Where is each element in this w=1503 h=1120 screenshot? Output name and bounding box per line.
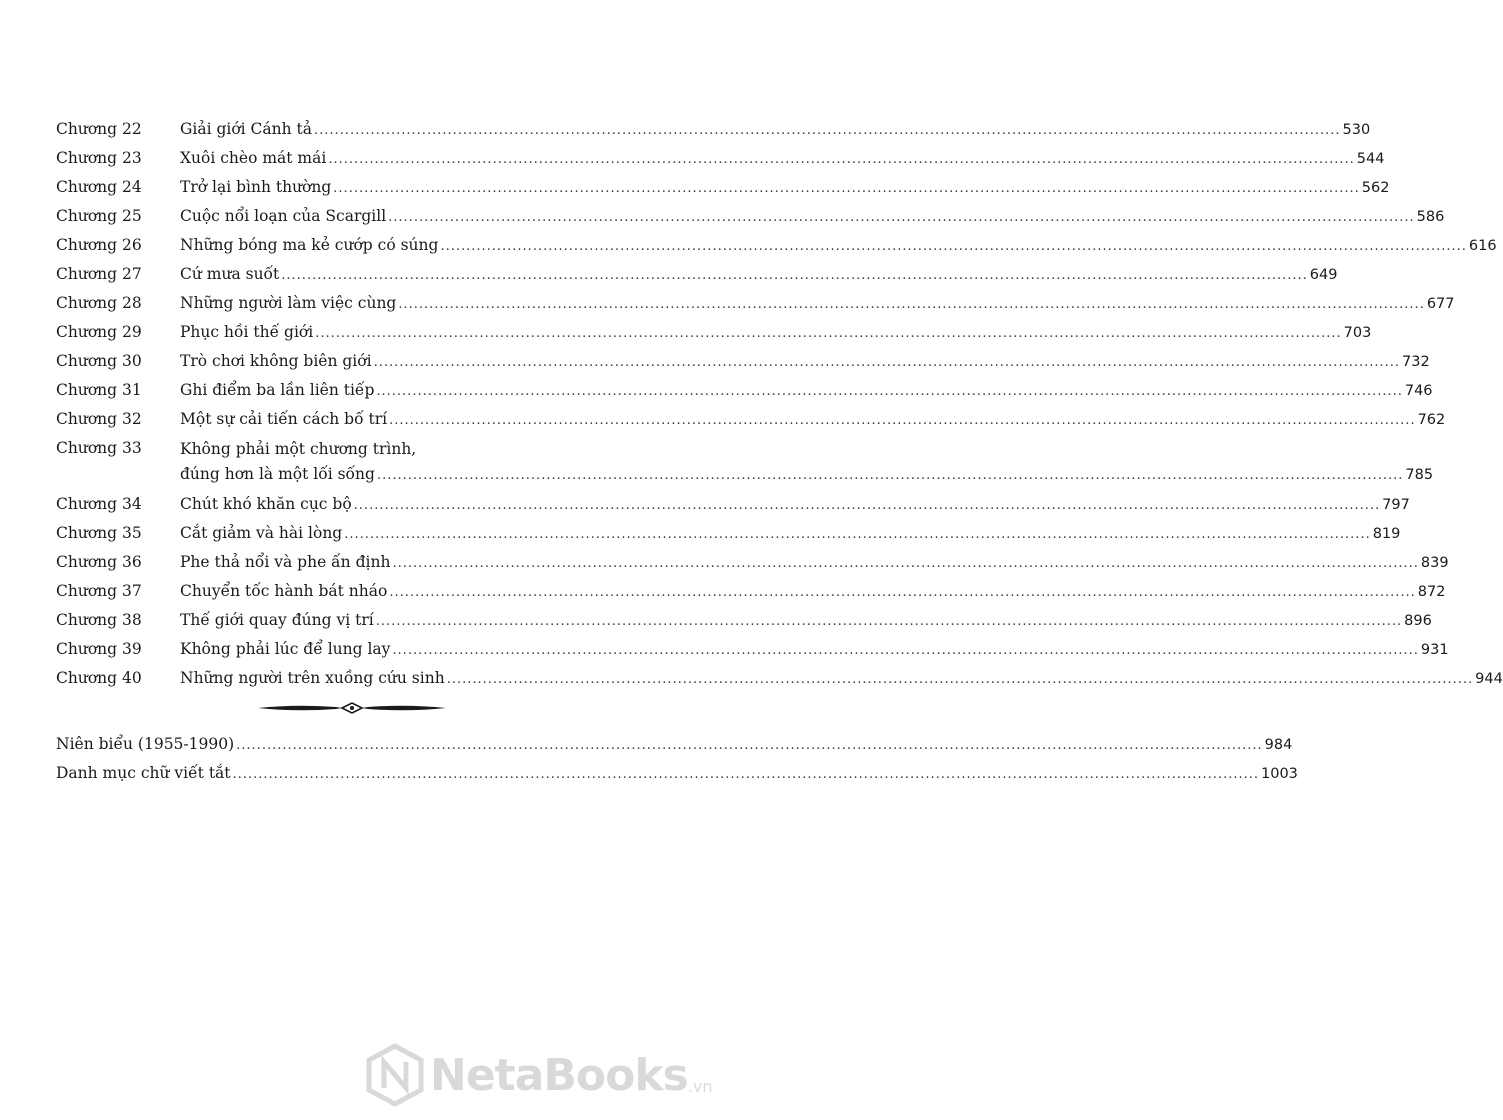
dot-leader	[315, 319, 1341, 348]
chapter-label: Chương 23	[56, 149, 142, 167]
dot-leader	[440, 232, 1466, 261]
toc-row	[56, 318, 1372, 347]
chapter-title-line1: Không phải một chương trình,	[180, 440, 417, 458]
toc-row	[56, 376, 1433, 405]
dot-leader	[389, 406, 1415, 435]
page-number: 872	[1417, 584, 1446, 600]
page-number: 544	[1356, 151, 1385, 167]
chapter-label: Chương 24	[56, 178, 142, 196]
chapter-title: Giải giới Cánh tả	[180, 120, 313, 138]
chapter-title: đúng hơn là một lối sống	[180, 465, 375, 483]
appendix-list	[56, 730, 1298, 788]
chapter-title: Cứ mưa suốt	[180, 265, 280, 283]
page-number: 984	[1264, 737, 1293, 753]
chapter-title: Một sự cải tiến cách bố trí	[180, 410, 388, 428]
chapter-label: Chương 22	[56, 120, 142, 138]
toc-row	[56, 231, 1497, 260]
toc-row	[56, 548, 1449, 577]
chapter-title: Trò chơi không biên giới	[180, 352, 372, 370]
dot-leader	[398, 290, 1424, 319]
toc-row	[56, 347, 1430, 376]
dot-leader	[376, 607, 1402, 636]
page-number: 562	[1361, 180, 1390, 196]
page-number: 677	[1426, 296, 1455, 312]
toc-row	[56, 289, 1455, 318]
page-number: 797	[1382, 497, 1410, 513]
page-number: 616	[1468, 238, 1497, 254]
page-number: 732	[1402, 354, 1430, 370]
chapter-title: Phe thả nổi và phe ấn định	[180, 553, 391, 571]
chapter-label: Chương 36	[56, 553, 142, 571]
chapter-label: Chương 31	[56, 381, 142, 399]
dot-leader	[392, 636, 1418, 665]
chapter-label: Chương 30	[56, 352, 142, 370]
toc-row	[56, 173, 1390, 202]
page-number: 649	[1309, 267, 1338, 283]
watermark-brand: NetaBooks	[430, 1049, 688, 1101]
chapter-title: Những người trên xuồng cứu sinh	[180, 669, 445, 687]
chapter-title: Ghi điểm ba lần liên tiếp	[180, 381, 375, 399]
toc-row	[56, 664, 1503, 693]
chapter-title: Trở lại bình thường	[180, 178, 332, 196]
page-number: 819	[1372, 526, 1401, 542]
page-number: 762	[1417, 412, 1446, 428]
chapter-title: Xuôi chèo mát mái	[180, 149, 327, 167]
page-number: 530	[1342, 122, 1371, 138]
netabooks-logo-icon	[366, 1044, 424, 1106]
dot-leader	[388, 203, 1414, 232]
chapter-title: Cắt giảm và hài lòng	[180, 524, 343, 542]
dot-leader	[236, 731, 1262, 760]
toc-row	[56, 115, 1371, 144]
chapter-label: Chương 28	[56, 294, 142, 312]
page-number: 896	[1404, 613, 1432, 629]
page-number: 1003	[1261, 766, 1298, 782]
chapter-title: Những người làm việc cùng	[180, 294, 397, 312]
dot-leader	[374, 348, 1400, 377]
page-number: 746	[1404, 383, 1433, 399]
dot-leader	[447, 665, 1473, 694]
toc-row	[56, 490, 1410, 519]
chapter-label: Chương 39	[56, 640, 142, 658]
chapter-title: Chuyển tốc hành bát nháo	[180, 582, 388, 600]
dot-leader	[233, 760, 1259, 789]
toc-row	[56, 434, 1434, 490]
chapter-label: Chương 27	[56, 265, 142, 283]
chapter-label: Chương 37	[56, 582, 142, 600]
dot-leader	[376, 377, 1402, 406]
chapter-title: Thế giới quay đúng vị trí	[180, 611, 374, 629]
watermark-suffix: .vn	[687, 1077, 713, 1096]
chapter-title: Phục hồi thế giới	[180, 323, 314, 341]
chapter-label: Chương 34	[56, 495, 142, 513]
toc-row	[56, 202, 1445, 231]
dot-leader	[377, 461, 1403, 490]
toc-row	[56, 144, 1385, 173]
dot-leader	[392, 549, 1418, 578]
appendix-title: Danh mục chữ viết tắt	[56, 764, 231, 782]
dot-leader	[354, 491, 1380, 520]
dot-leader	[314, 116, 1340, 145]
dot-leader	[281, 261, 1307, 290]
dot-leader	[344, 520, 1370, 549]
page-number: 839	[1420, 555, 1449, 571]
page-number: 703	[1343, 325, 1372, 341]
chapter-label: Chương 26	[56, 236, 142, 254]
chapter-label: Chương 32	[56, 410, 142, 428]
dot-leader	[333, 174, 1359, 203]
chapter-label: Chương 25	[56, 207, 142, 225]
chapter-title: Chút khó khăn cục bộ	[180, 495, 352, 513]
toc-row	[56, 635, 1449, 664]
appendix-row	[56, 730, 1293, 759]
chapter-title: Cuộc nổi loạn của Scargill	[180, 207, 387, 225]
chapter-title: Những bóng ma kẻ cướp có súng	[180, 236, 439, 254]
page-number: 586	[1416, 209, 1445, 225]
dot-leader	[328, 145, 1354, 174]
chapter-title: Không phải lúc để lung lay	[180, 640, 391, 658]
page-number: 785	[1405, 467, 1434, 483]
toc-row	[56, 577, 1446, 606]
chapter-label: Chương 35	[56, 524, 142, 542]
page-number: 944	[1475, 671, 1503, 687]
chapter-label: Chương 29	[56, 323, 142, 341]
appendix-title: Niên biểu (1955-1990)	[56, 735, 235, 753]
chapter-label: Chương 33	[56, 439, 142, 457]
toc-row	[56, 606, 1432, 635]
dot-leader	[389, 578, 1415, 607]
page-number: 931	[1420, 642, 1449, 658]
toc-row	[56, 405, 1446, 434]
table-of-contents	[56, 115, 1503, 693]
toc-row	[56, 519, 1401, 548]
chapter-label: Chương 40	[56, 669, 142, 687]
ornamental-divider	[256, 698, 448, 718]
toc-row	[56, 260, 1338, 289]
chapter-label: Chương 38	[56, 611, 142, 629]
watermark	[366, 1040, 713, 1110]
appendix-row	[56, 759, 1298, 788]
